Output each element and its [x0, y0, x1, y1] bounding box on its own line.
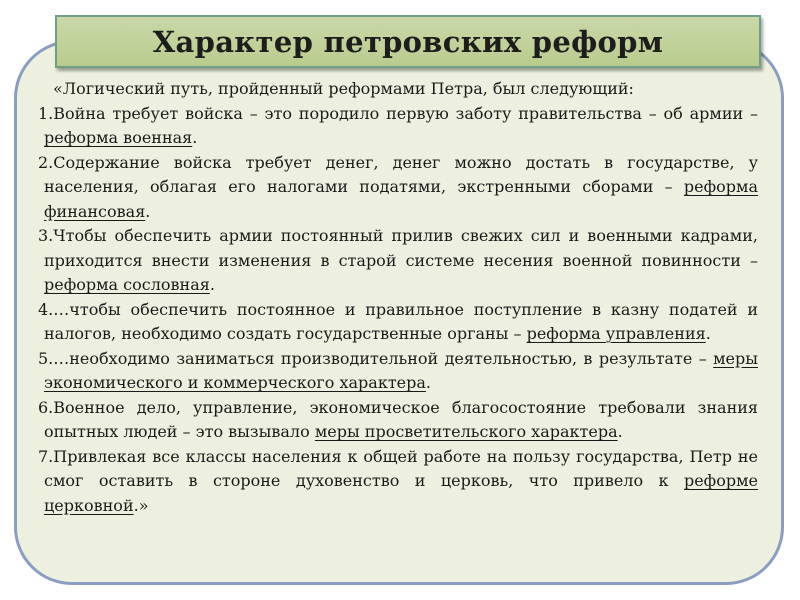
economic-measures-link: меры экономического и коммерческого характера: [44, 348, 758, 392]
reform-military-link: реформа военная: [44, 128, 193, 147]
list-item: [38, 224, 758, 298]
reform-financial-link: реформа финансовая: [44, 177, 758, 221]
list-item-text-end: .: [192, 128, 198, 147]
body-text: [38, 77, 758, 518]
list-item: [38, 445, 758, 519]
list-item-text-end: .: [705, 324, 711, 343]
list-item: [38, 102, 758, 151]
church-reform-link: реформе церковной: [44, 471, 758, 515]
list-item-text: 5.…необходимо заниматься производительной деятельностью, в результате –: [38, 348, 714, 368]
title-banner: [55, 15, 761, 68]
list-item-text-end: .»: [133, 495, 149, 515]
reform-administration-link: реформа управления: [526, 324, 706, 343]
intro-line: «Логический путь, пройденный реформами Петра, был следующий:: [53, 79, 634, 98]
list-item-text-end: .: [425, 373, 432, 392]
list-item: [38, 298, 758, 347]
list-item-text: 2.Содержание войска требует денег, денег можно достать в государстве, у населения, облагая его налогами податями, экстренными сборами –: [38, 152, 758, 196]
slide-title: Характер петровских реформ: [152, 24, 664, 59]
list-item: [38, 151, 758, 225]
educational-measures-link: меры просветительского характера: [314, 422, 618, 441]
list-item-text: 3.Чтобы обеспечить армии постоянный прилив свежих сил и военными кадрами, приходится внести изменения в старой системе несения военной повинности –: [38, 226, 758, 270]
list-item-text-end: .: [145, 201, 151, 221]
list-item: [38, 396, 758, 445]
list-item-text: 4.…чтобы обеспечить постоянное и правильное поступление в казну податей и налогов, необходимо создать государственные органы –: [38, 299, 758, 343]
reform-estate-link: реформа сословная: [44, 275, 210, 294]
list-item-text: 7.Привлекая все классы населения к общей работе на пользу государства, Петр не смог оставить в стороне духовенство и церковь, что привело к: [38, 446, 758, 490]
list-item-text-end: .: [209, 275, 215, 294]
list-item-text: 6.Военное дело, управление, экономическое благосостояние требовали знания опытных людей – это вызывало: [38, 397, 758, 441]
list-item-text: 1.Война требует войска – это породило первую заботу правительства – об армии –: [38, 103, 758, 123]
list-item: [38, 347, 758, 396]
list-item-text-end: .: [617, 422, 623, 441]
